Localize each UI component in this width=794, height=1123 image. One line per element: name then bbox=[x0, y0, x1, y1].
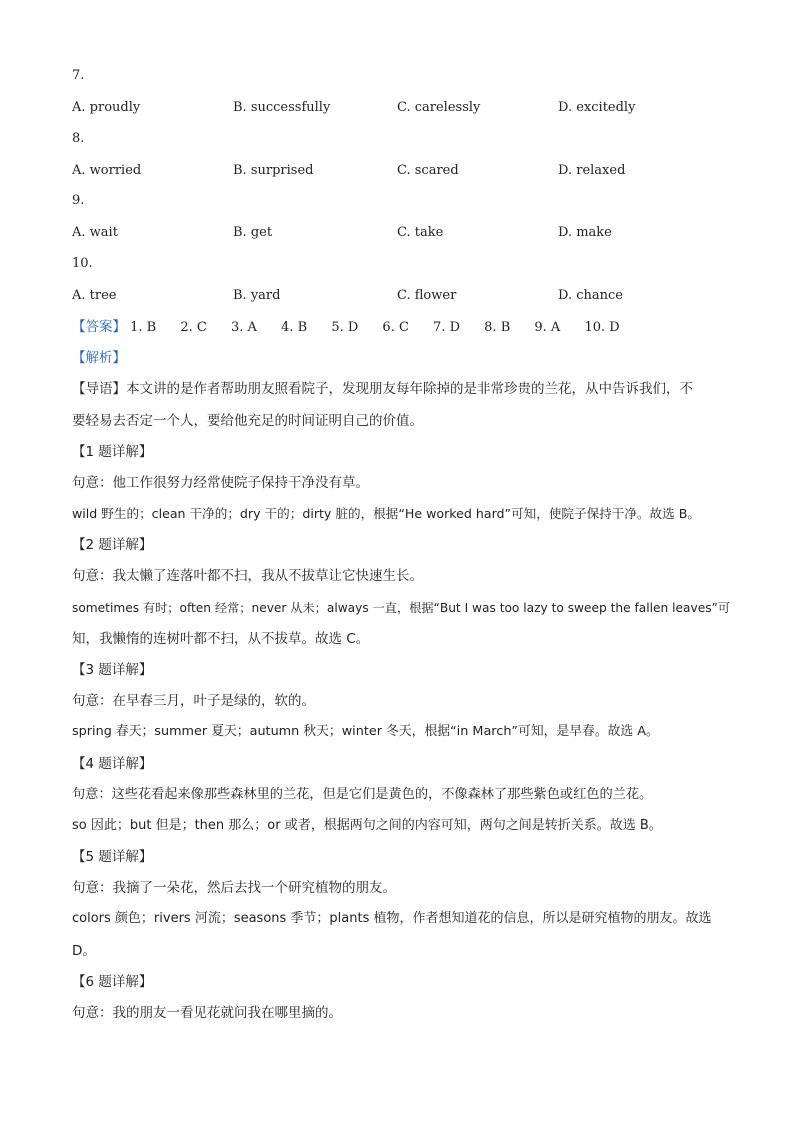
detail-heading: 【6 题详解】 bbox=[72, 974, 153, 990]
option-b: B. get bbox=[233, 225, 273, 240]
answer-item: 8. B bbox=[484, 320, 511, 335]
answer-item: 1. B bbox=[130, 320, 157, 335]
option-b: B. yard bbox=[233, 288, 281, 303]
detail-line: 句意：我摘了一朵花，然后去找一个研究植物的朋友。 bbox=[72, 880, 396, 896]
detail-line: 句意：他工作很努力经常使院子保持干净没有草。 bbox=[72, 475, 369, 491]
detail-line: spring 春天；summer 夏天；autumn 秋天；winter 冬天，根据“in March”可知，是早春。故选 A。 bbox=[72, 724, 659, 739]
detail-line: 句意：我太懒了连落叶都不扫，我从不拔草让它快速生长。 bbox=[72, 568, 423, 584]
detail-heading: 【4 题详解】 bbox=[72, 756, 153, 772]
analysis-label: 【解析】 bbox=[72, 350, 126, 366]
option-b: B. successfully bbox=[233, 100, 331, 115]
option-a: A. wait bbox=[72, 225, 118, 240]
detail-line: so 因此；but 但是；then 那么；or 或者，根据两句之间的内容可知，两句之间是转折关系。故选 B。 bbox=[72, 818, 662, 833]
option-a: A. proudly bbox=[72, 100, 141, 115]
answer-item: 3. A bbox=[231, 320, 257, 335]
detail-heading: 【2 题详解】 bbox=[72, 537, 153, 553]
answer-item: 9. A bbox=[534, 320, 561, 335]
detail-heading: 【3 题详解】 bbox=[72, 662, 153, 678]
answer-row bbox=[72, 319, 640, 336]
detail-line: sometimes 有时；often 经常；never 从未；always 一直，根据“But I was too lazy to sweep the fallen leaves”可 bbox=[72, 601, 731, 615]
option-a: A. tree bbox=[72, 288, 117, 303]
option-c: C. carelessly bbox=[397, 100, 481, 115]
option-d: D. excitedly bbox=[558, 100, 636, 115]
answer-label: 【答案】 bbox=[72, 319, 126, 335]
detail-line: 句意：我的朋友一看见花就问我在哪里摘的。 bbox=[72, 1005, 342, 1021]
option-a: A. worried bbox=[72, 163, 142, 178]
question-number: 9. bbox=[72, 193, 85, 208]
detail-heading: 【5 题详解】 bbox=[72, 849, 153, 865]
detail-line: wild 野生的；clean 干净的；dry 干的；dirty 脏的，根据“He worked hard”可知，使院子保持干净。故选 B。 bbox=[72, 506, 701, 521]
option-c: C. flower bbox=[397, 288, 457, 303]
detail-line: D。 bbox=[72, 943, 96, 959]
intro-text: 本文讲的是作者帮助朋友照看院子，发现朋友每年除掉的是非常珍贵的兰花，从中告诉我们，不 bbox=[126, 381, 693, 397]
option-d: D. make bbox=[558, 225, 612, 240]
option-c: C. scared bbox=[397, 163, 459, 178]
detail-line: 句意：在早春三月，叶子是绿的，软的。 bbox=[72, 693, 315, 709]
answer-item: 10. D bbox=[584, 320, 620, 335]
option-d: D. relaxed bbox=[558, 163, 626, 178]
intro-label: 【导语】 bbox=[72, 381, 126, 397]
answer-item: 6. C bbox=[382, 320, 409, 335]
question-number: 10. bbox=[72, 256, 93, 271]
question-number: 8. bbox=[72, 131, 85, 146]
option-b: B. surprised bbox=[233, 163, 314, 178]
option-d: D. chance bbox=[558, 288, 623, 303]
answer-item: 4. B bbox=[281, 320, 308, 335]
detail-line: 知，我懒惰的连树叶都不扫，从不拔草。故选 C。 bbox=[72, 631, 370, 647]
option-c: C. take bbox=[397, 225, 444, 240]
intro-text-line-2: 要轻易去否定一个人，要给他充足的时间证明自己的价值。 bbox=[72, 413, 423, 429]
intro-line bbox=[72, 381, 693, 397]
detail-heading: 【1 题详解】 bbox=[72, 444, 153, 460]
answer-item: 2. C bbox=[180, 320, 207, 335]
answer-item: 7. D bbox=[433, 320, 461, 335]
detail-line: colors 颜色；rivers 河流；seasons 季节；plants 植物，作者想知道花的信息，所以是研究植物的朋友。故选 bbox=[72, 911, 712, 926]
detail-line: 句意：这些花看起来像那些森林里的兰花，但是它们是黄色的，不像森林了那些紫色或红色的兰花。 bbox=[72, 787, 653, 802]
answer-item: 5. D bbox=[331, 320, 359, 335]
question-number: 7. bbox=[72, 68, 85, 83]
